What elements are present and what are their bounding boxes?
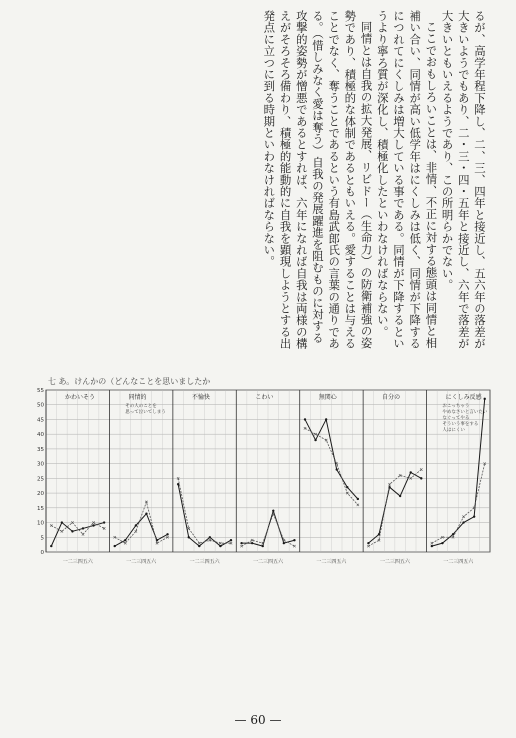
series-2-point bbox=[82, 533, 84, 535]
series-1-point bbox=[420, 477, 422, 479]
y-tick-label: 20 bbox=[37, 491, 44, 498]
chart-caption: 七 あ。けんかの（どんなことを思いましたか bbox=[48, 377, 211, 386]
series-2-point bbox=[103, 527, 105, 529]
series-1-point bbox=[114, 545, 116, 547]
x-tick-label: 一二三四五六 bbox=[443, 559, 474, 565]
series-1-point bbox=[272, 510, 274, 512]
panel-label: かわいそう bbox=[65, 394, 96, 401]
y-tick-label: 55 bbox=[37, 388, 44, 394]
series-1-point bbox=[198, 545, 200, 547]
paragraph-1: るが、高学年程下降し、二、三、四年と接近し、五六年の落差が大きいようでもあり、二・三・四・五年と接近し、六年で落差が大きいともいえるようであり、この所明らかでない。 bbox=[440, 10, 487, 350]
panel-label: 自分の bbox=[382, 394, 401, 401]
series-1-point bbox=[346, 486, 348, 488]
y-tick-label: 15 bbox=[37, 505, 44, 512]
series-1-point bbox=[82, 527, 84, 529]
series-1-point bbox=[410, 471, 412, 473]
series-1-point bbox=[124, 539, 126, 541]
y-tick-label: 5 bbox=[40, 535, 44, 542]
y-tick-label: 10 bbox=[37, 520, 44, 527]
y-tick-label: 40 bbox=[37, 432, 44, 439]
panel-note: その人のことを bbox=[125, 404, 157, 409]
paragraph-2: ここでおもしろいことは、非情、不正に対する態頭は同情と相補い合い、同情が高い低学年はにくしみは低く、同情が下降するにつれてにくしみは増大している事である。同情が下降するというより寧ろ質が深化し、積極化したといわなければならない。 bbox=[375, 10, 439, 350]
y-tick-label: 35 bbox=[37, 446, 44, 453]
x-tick-label: 一二三四五六 bbox=[379, 559, 410, 565]
series-1-point bbox=[103, 521, 105, 523]
series-1-point bbox=[135, 524, 137, 526]
series-2-point bbox=[50, 524, 52, 526]
series-1-point bbox=[314, 439, 316, 441]
series-2-point bbox=[188, 527, 190, 529]
panel-label: 同情的 bbox=[128, 394, 147, 401]
series-1-point bbox=[462, 521, 464, 523]
paragraph-3: 同情とは自我の拡大発展、リビドー（生命力）の防衛補強の姿勢であり、積極的な体制であるともいえる。愛することは与えることでなく、奪うことであるという有島武郎氏の言葉の通りである。（惜しみなく愛は奪う）自我の発展躍進を阻むものに対する攻撃的姿勢が憎悪であるとすれば、六年になれば自我は両様の構えがそろそろ備わり、積極的能動的に自我を顕現しようとする出発点に立つに到る時期といわなければならない。 bbox=[262, 10, 374, 350]
series-1-point bbox=[441, 542, 443, 544]
panel-note: 思って泣いてしまう bbox=[125, 410, 166, 415]
line-chart bbox=[34, 386, 496, 576]
series-1-point bbox=[92, 524, 94, 526]
panel-label: 無関心 bbox=[318, 394, 337, 401]
series-1-point bbox=[166, 533, 168, 535]
y-tick-label: 45 bbox=[37, 417, 44, 424]
panel-label: 不愉快 bbox=[191, 394, 210, 401]
panel-note: 人はにくい bbox=[442, 428, 465, 433]
series-1-point bbox=[431, 545, 433, 547]
panel-label: にくしみ反感 bbox=[445, 394, 482, 401]
series-1-point bbox=[240, 542, 242, 544]
x-tick-label: 一二三四五六 bbox=[189, 559, 220, 565]
series-2-point bbox=[198, 542, 200, 544]
series-2-point bbox=[431, 542, 433, 544]
series-1-point bbox=[293, 539, 295, 541]
panel-note: おこっちゃう bbox=[442, 404, 470, 409]
series-1-point bbox=[473, 515, 475, 517]
y-tick-label: 50 bbox=[37, 402, 44, 409]
series-1-point bbox=[283, 542, 285, 544]
y-tick-label: 30 bbox=[37, 461, 44, 468]
series-1-point bbox=[336, 468, 338, 470]
x-tick-label: 一二三四五六 bbox=[126, 559, 157, 565]
x-tick-label: 一二三四五六 bbox=[62, 559, 93, 565]
series-2-point bbox=[124, 542, 126, 544]
series-1-point bbox=[367, 542, 369, 544]
series-1-point bbox=[50, 545, 52, 547]
series-2-point bbox=[357, 504, 359, 506]
series-1-point bbox=[484, 398, 486, 400]
series-2-point bbox=[325, 439, 327, 441]
body-text bbox=[261, 10, 488, 355]
panel-note: やめなさいと言いたい bbox=[442, 410, 488, 415]
y-tick-label: 0 bbox=[40, 550, 44, 556]
series-2-point bbox=[61, 530, 63, 532]
panel-label: こわい bbox=[255, 394, 274, 401]
series-2-point bbox=[293, 545, 295, 547]
series-2-point bbox=[420, 468, 422, 470]
x-tick-label: 一二三四五六 bbox=[252, 559, 284, 565]
y-tick-label: 25 bbox=[37, 476, 44, 483]
series-2-point bbox=[240, 545, 242, 547]
series-1-point bbox=[219, 545, 221, 547]
panel-note: そういう事をする bbox=[442, 422, 479, 427]
series-2-point bbox=[367, 545, 369, 547]
series-1-point bbox=[399, 495, 401, 497]
series-1-point bbox=[71, 530, 73, 532]
series-1-point bbox=[304, 418, 306, 420]
series-1-point bbox=[452, 533, 454, 535]
x-tick-label: 一二三四五六 bbox=[316, 559, 347, 565]
series-1-point bbox=[209, 536, 211, 538]
panel-note: なぐってやる bbox=[442, 416, 470, 421]
series-1-point bbox=[325, 418, 327, 420]
series-1-point bbox=[251, 542, 253, 544]
series-1-point bbox=[61, 521, 63, 523]
series-1-point bbox=[357, 498, 359, 500]
series-1-point bbox=[230, 539, 232, 541]
series-1-point bbox=[188, 536, 190, 538]
series-1-point bbox=[145, 513, 147, 515]
series-2-point bbox=[135, 530, 137, 532]
series-2-point bbox=[304, 427, 306, 429]
page-number: — 60 — bbox=[234, 713, 282, 727]
series-1-point bbox=[262, 545, 264, 547]
